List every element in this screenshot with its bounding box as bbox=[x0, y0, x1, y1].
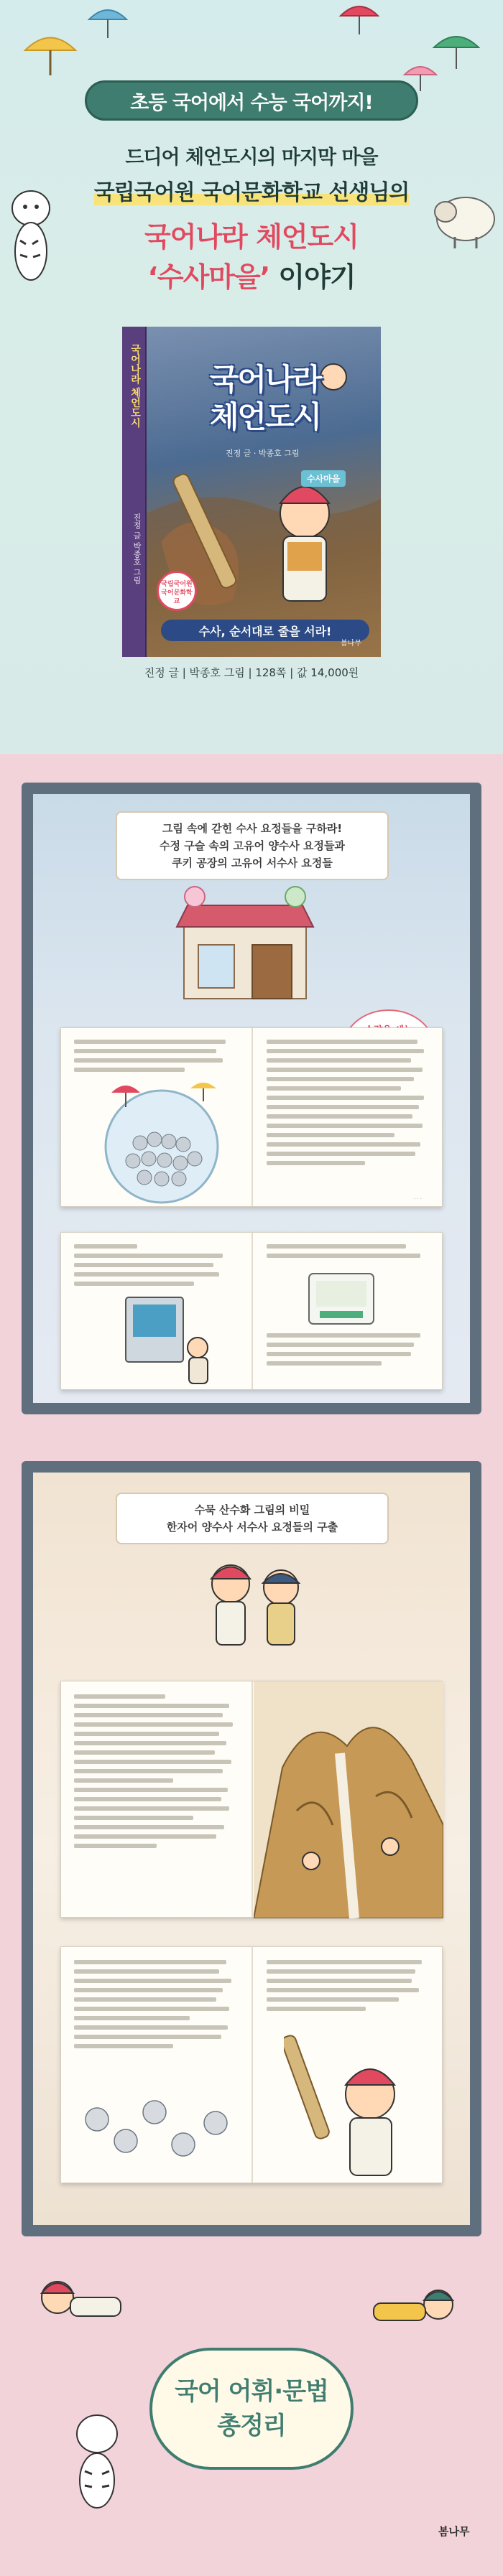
right-page-text bbox=[267, 1960, 432, 2016]
right-page-text bbox=[267, 1040, 430, 1170]
umbrella-icon bbox=[338, 0, 381, 36]
left-page-text bbox=[74, 1694, 239, 1853]
umbrella-icon bbox=[86, 4, 129, 39]
cover-credit: 진정 글 · 박종호 그림 bbox=[226, 449, 300, 458]
spread-gutter bbox=[251, 1028, 253, 1206]
headline-line-3: 국어나라 체언도시 bbox=[144, 221, 359, 253]
flying-boy-icon bbox=[29, 2269, 137, 2348]
tiger-icon bbox=[65, 2405, 129, 2513]
page-spread-3 bbox=[60, 1681, 443, 1918]
preview-section-1 bbox=[22, 783, 481, 1414]
headline-line-1: 드디어 체언도시의 마지막 마을 bbox=[125, 146, 378, 169]
page-number: · · · bbox=[413, 1196, 422, 1202]
preview-1-canvas bbox=[33, 794, 470, 1403]
book-spine bbox=[122, 327, 147, 657]
spine-title: 국어나라 체언도시 bbox=[129, 344, 141, 428]
s1-caption-line-1: 그림 속에 갇힌 수사 요정들을 구하라! bbox=[162, 822, 343, 835]
book-cover-image bbox=[122, 327, 381, 657]
left-page-text bbox=[74, 1244, 232, 1291]
right-page-text bbox=[267, 1244, 430, 1263]
page-spread-4 bbox=[60, 1946, 443, 2183]
spine-credit: 진정 글 박종호 그림 bbox=[132, 513, 142, 584]
screen-illustration bbox=[298, 1272, 384, 1326]
flying-girl-icon bbox=[359, 2276, 467, 2348]
intro-badge bbox=[85, 80, 418, 121]
publisher-logo: 봄나무 bbox=[438, 2525, 470, 2538]
cover-title-2: 체언도시 bbox=[209, 399, 321, 434]
crystal-ball-illustration bbox=[83, 1078, 241, 1204]
page-spread-1 bbox=[60, 1027, 443, 1207]
mountain-painting-illustration bbox=[254, 1681, 443, 1918]
section-2-caption bbox=[116, 1493, 389, 1544]
s2-caption-line-1: 수묵 산수화 그림의 비밀 bbox=[194, 1503, 310, 1516]
s1-caption-line-2: 수정 구슬 속의 고유어 양수사 요정들과 bbox=[160, 839, 345, 852]
spread-gutter bbox=[251, 1681, 253, 1917]
candy-shop-illustration bbox=[162, 884, 328, 1006]
headline bbox=[56, 144, 447, 316]
intro-badge-text: 초등 국어에서 수능 국어까지! bbox=[130, 91, 373, 114]
tiger-character-icon bbox=[6, 179, 56, 287]
cover-seal: 국립국어원 국어문화학교 bbox=[157, 571, 197, 611]
headline-line-4 bbox=[56, 257, 447, 297]
s2-caption-line-2: 한자어 양수사 서수사 요정들의 구출 bbox=[166, 1521, 338, 1534]
cover-title-1: 국어나라 bbox=[209, 362, 321, 397]
boy-with-brush-illustration bbox=[284, 2026, 428, 2180]
spread-gutter bbox=[251, 1233, 253, 1389]
right-page-text-lower bbox=[267, 1333, 430, 1371]
hero-section bbox=[0, 0, 503, 754]
umbrella-icon bbox=[22, 29, 79, 79]
preview-section-2 bbox=[22, 1461, 481, 2236]
cover-publisher: 봄나무 bbox=[341, 640, 361, 648]
summary-badge-line-2: 총정리 bbox=[217, 2412, 286, 2440]
summary-badge bbox=[149, 2348, 354, 2470]
cover-subtitle: 수사, 순서대로 줄을 서라! bbox=[161, 620, 369, 641]
headline-line-2 bbox=[56, 177, 447, 210]
summary-badge-line-1: 국어 어휘·문법 bbox=[175, 2377, 328, 2406]
headline-line-2-text: 국립국어원 국어문화학교 선생님의 bbox=[93, 180, 410, 205]
creatures-illustration bbox=[75, 2076, 241, 2177]
left-page-text bbox=[74, 1960, 239, 2053]
spread-gutter bbox=[251, 1947, 253, 2183]
cover-title bbox=[175, 361, 355, 436]
left-page-text bbox=[74, 1040, 232, 1077]
preview-2-canvas bbox=[33, 1473, 470, 2225]
headline-quote: ‘수사마을’ bbox=[147, 261, 270, 293]
footer-section bbox=[0, 2247, 503, 2576]
umbrella-icon bbox=[431, 29, 481, 72]
characters-illustration bbox=[191, 1551, 320, 1659]
s1-caption-line-3: 쿠키 공장의 고유어 서수사 요정들 bbox=[172, 857, 333, 869]
kiosk-illustration bbox=[97, 1290, 226, 1387]
section-1-caption bbox=[116, 811, 389, 880]
headline-rest: 이야기 bbox=[269, 261, 356, 293]
book-front bbox=[147, 327, 381, 657]
book-meta: 진정 글 | 박종호 그림 | 128쪽 | 값 14,000원 bbox=[144, 666, 359, 679]
cover-tag: 수사마을 bbox=[301, 470, 346, 487]
page-spread-2 bbox=[60, 1232, 443, 1390]
